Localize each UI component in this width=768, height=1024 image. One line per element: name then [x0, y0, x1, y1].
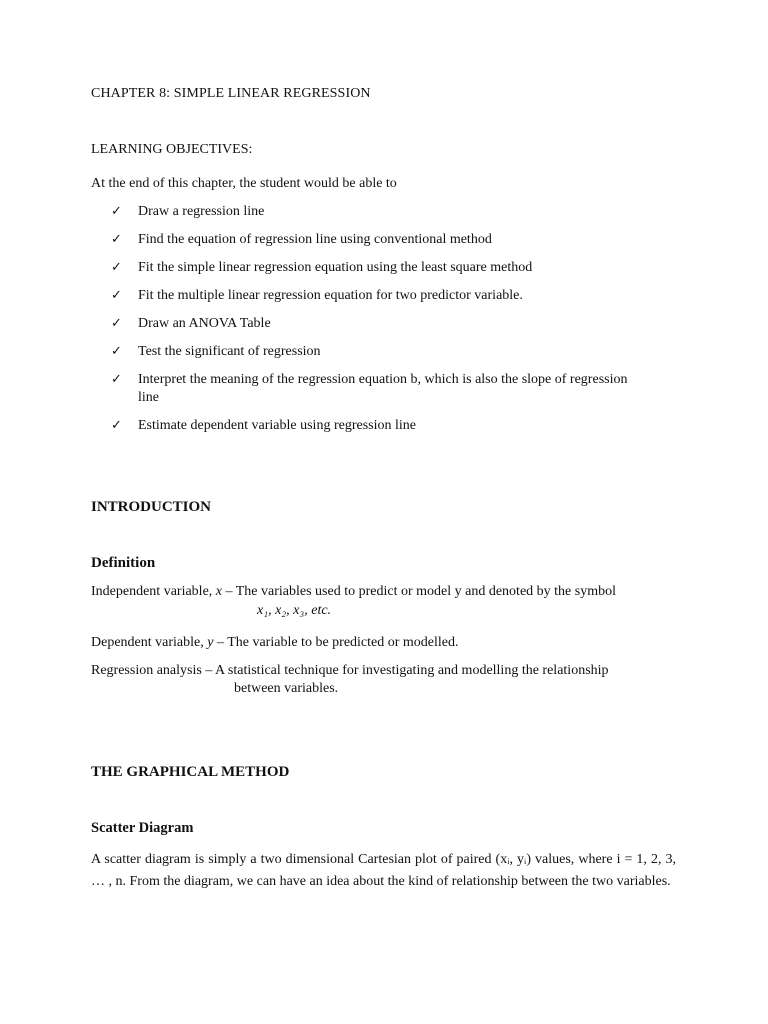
- independent-variable-definition: [91, 583, 676, 601]
- learning-objectives-heading: LEARNING OBJECTIVES:: [91, 142, 253, 157]
- objective-text: Interpret the meaning of the regression equation b, which is also the slope of regression line: [138, 372, 628, 405]
- term: Regression analysis: [91, 663, 202, 678]
- term: Independent variable,: [91, 584, 213, 599]
- objective-text: Draw a regression line: [138, 204, 265, 219]
- symbol: x: [215, 584, 222, 599]
- dependent-variable-definition: [91, 634, 676, 652]
- chapter-title: CHAPTER 8: SIMPLE LINEAR REGRESSION: [91, 86, 371, 101]
- list-item: [111, 287, 671, 305]
- checkmark-icon: ✓: [111, 344, 122, 359]
- graphical-method-heading: THE GRAPHICAL METHOD: [91, 764, 290, 780]
- list-item: [111, 259, 671, 277]
- symbol: y: [207, 635, 214, 650]
- checkmark-icon: ✓: [111, 204, 122, 219]
- definition-text: – A statistical technique for investigating and modelling the relationship: [205, 663, 609, 678]
- independent-variable-symbols: x₁, x₂, x₃, etc.: [257, 603, 332, 618]
- list-item: [111, 203, 671, 221]
- introduction-heading: INTRODUCTION: [91, 499, 212, 515]
- objective-text: Fit the multiple linear regression equation for two predictor variable.: [138, 288, 523, 303]
- definition-text: – The variables used to predict or model y and denoted by the symbol: [225, 584, 616, 599]
- objective-text: Find the equation of regression line using conventional method: [138, 232, 492, 247]
- objective-text: Fit the simple linear regression equation using the least square method: [138, 260, 533, 275]
- objective-text: Test the significant of regression: [138, 344, 321, 359]
- list-item: [111, 343, 671, 361]
- term: Dependent variable,: [91, 635, 204, 650]
- checkmark-icon: ✓: [111, 232, 122, 247]
- objectives-list: [111, 203, 671, 445]
- scatter-diagram-heading: Scatter Diagram: [91, 820, 194, 836]
- list-item: [111, 231, 671, 249]
- list-item: [111, 417, 671, 435]
- checkmark-icon: ✓: [111, 288, 122, 303]
- scatter-diagram-paragraph: A scatter diagram is simply a two dimensional Cartesian plot of paired (xᵢ, yᵢ) values, where i = 1, 2, 3, … , n. From the diagram, we can have an idea about the kind of relationship between the two variables.: [91, 852, 676, 889]
- list-item: [111, 315, 671, 333]
- learning-objectives-intro: At the end of this chapter, the student would be able to: [91, 176, 397, 191]
- definition-heading: Definition: [91, 555, 156, 571]
- checkmark-icon: ✓: [111, 316, 122, 331]
- definition-text: – The variable to be predicted or modelled.: [216, 635, 459, 650]
- checkmark-icon: ✓: [111, 260, 122, 275]
- objective-text: Estimate dependent variable using regression line: [138, 418, 416, 433]
- objective-text: Draw an ANOVA Table: [138, 316, 271, 331]
- regression-analysis-definition: [91, 662, 676, 680]
- checkmark-icon: ✓: [111, 418, 122, 433]
- regression-analysis-definition-cont: between variables.: [234, 681, 339, 696]
- checkmark-icon: ✓: [111, 372, 122, 387]
- list-item: [111, 371, 638, 407]
